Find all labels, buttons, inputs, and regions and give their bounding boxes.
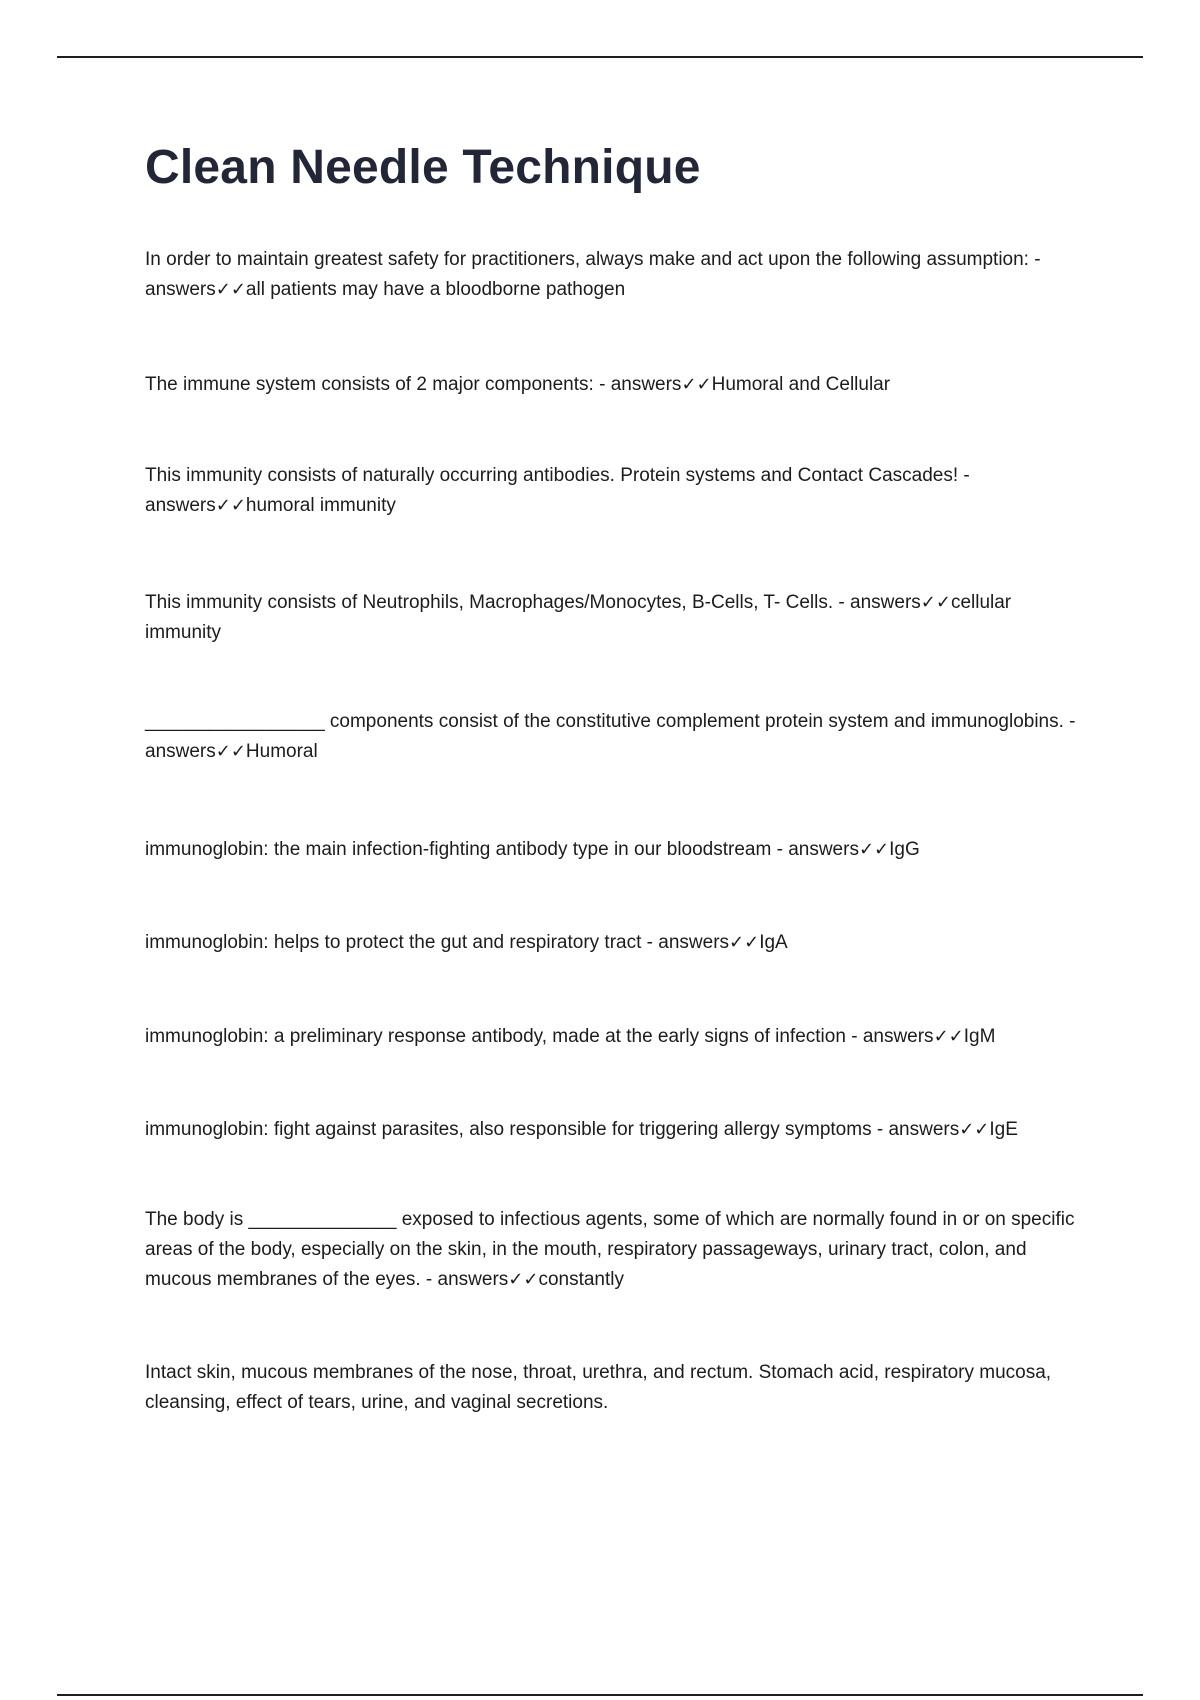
separator: - <box>1063 711 1076 732</box>
answer-label: answers <box>850 592 921 613</box>
qa-item <box>145 707 1085 767</box>
answer-label: answers <box>888 1119 960 1140</box>
answer-text: Humoral <box>245 741 318 762</box>
answer-text: all patients may have a bloodborne pathogen <box>245 279 626 300</box>
question-text: This immunity consists of naturally occurring antibodies. Protein systems and Contact Cascades! <box>145 465 959 486</box>
separator: - <box>420 1269 438 1290</box>
question-text: The immune system consists of 2 major components: <box>145 374 594 395</box>
qa-item <box>145 461 1085 521</box>
double-check-icon: ✓✓ <box>215 495 246 516</box>
answer-label: answers <box>145 741 216 762</box>
double-check-icon: ✓✓ <box>729 932 760 953</box>
double-check-icon: ✓✓ <box>215 741 246 762</box>
question-text: immunoglobin: fight against parasites, also responsible for triggering allergy symptoms <box>145 1119 872 1140</box>
question-text: Intact skin, mucous membranes of the nose, throat, urethra, and rectum. Stomach acid, respiratory mucosa, cleansing, effect of tears, urine, and vaginal secretions. <box>145 1362 1052 1413</box>
question-text: In order to maintain greatest safety for practitioners, always make and act upon the following assumption: <box>145 249 1029 270</box>
question-text: immunoglobin: helps to protect the gut and respiratory tract <box>145 932 642 953</box>
answer-text: IgE <box>989 1119 1018 1140</box>
separator: - <box>845 1026 863 1047</box>
answer-label: answers <box>658 932 730 953</box>
answer-label: answers <box>145 495 216 516</box>
double-check-icon: ✓✓ <box>959 1119 990 1140</box>
header-rule <box>57 56 1143 58</box>
double-check-icon: ✓✓ <box>681 374 712 395</box>
separator: - <box>1028 249 1041 270</box>
answer-label: answers <box>437 1269 509 1290</box>
page-title: Clean Needle Technique <box>145 141 701 194</box>
question-text: immunoglobin: the main infection-fighting antibody type in our bloodstream <box>145 839 772 860</box>
answer-label: answers <box>610 374 682 395</box>
qa-item <box>145 245 1085 305</box>
answer-text: Humoral and Cellular <box>711 374 891 395</box>
answer-text: IgA <box>759 932 788 953</box>
double-check-icon: ✓✓ <box>858 839 890 860</box>
separator: - <box>593 374 611 395</box>
separator: - <box>958 465 970 486</box>
answer-text: IgG <box>889 839 920 860</box>
answer-text: cellular immunity <box>145 592 1012 643</box>
double-check-icon: ✓✓ <box>933 1026 964 1047</box>
answer-label: answers <box>145 279 216 300</box>
double-check-icon: ✓✓ <box>215 279 246 300</box>
qa-item <box>145 588 1085 648</box>
qa-item <box>145 1358 1085 1418</box>
answer-text: constantly <box>538 1269 624 1290</box>
qa-item <box>145 1115 1105 1145</box>
qa-item <box>145 928 1085 958</box>
separator: - <box>641 932 659 953</box>
question-text: _________________ components consist of the constitutive complement protein system and immunoglobins. <box>145 711 1064 732</box>
answer-label: answers <box>862 1026 934 1047</box>
question-text: immunoglobin: a preliminary response antibody, made at the early signs of infection <box>145 1026 846 1047</box>
qa-item <box>145 1205 1085 1295</box>
qa-item <box>145 1022 1085 1052</box>
answer-text: humoral immunity <box>245 495 396 516</box>
question-text: The body is ______________ exposed to infectious agents, some of which are normally found in or on specific areas of the body, especially on the skin, in the mouth, respiratory passageways, urinary tract, colon, and mucous membranes of the eyes. <box>145 1209 1075 1290</box>
answer-text: IgM <box>963 1026 996 1047</box>
qa-item <box>145 835 1085 865</box>
separator: - <box>771 839 789 860</box>
qa-item <box>145 370 1085 400</box>
double-check-icon: ✓✓ <box>920 592 951 613</box>
question-text: This immunity consists of Neutrophils, Macrophages/Monocytes, B-Cells, T- Cells. <box>145 592 834 613</box>
double-check-icon: ✓✓ <box>508 1269 539 1290</box>
answer-label: answers <box>788 839 859 860</box>
separator: - <box>871 1119 889 1140</box>
footer-rule <box>57 1694 1143 1696</box>
separator: - <box>833 592 851 613</box>
